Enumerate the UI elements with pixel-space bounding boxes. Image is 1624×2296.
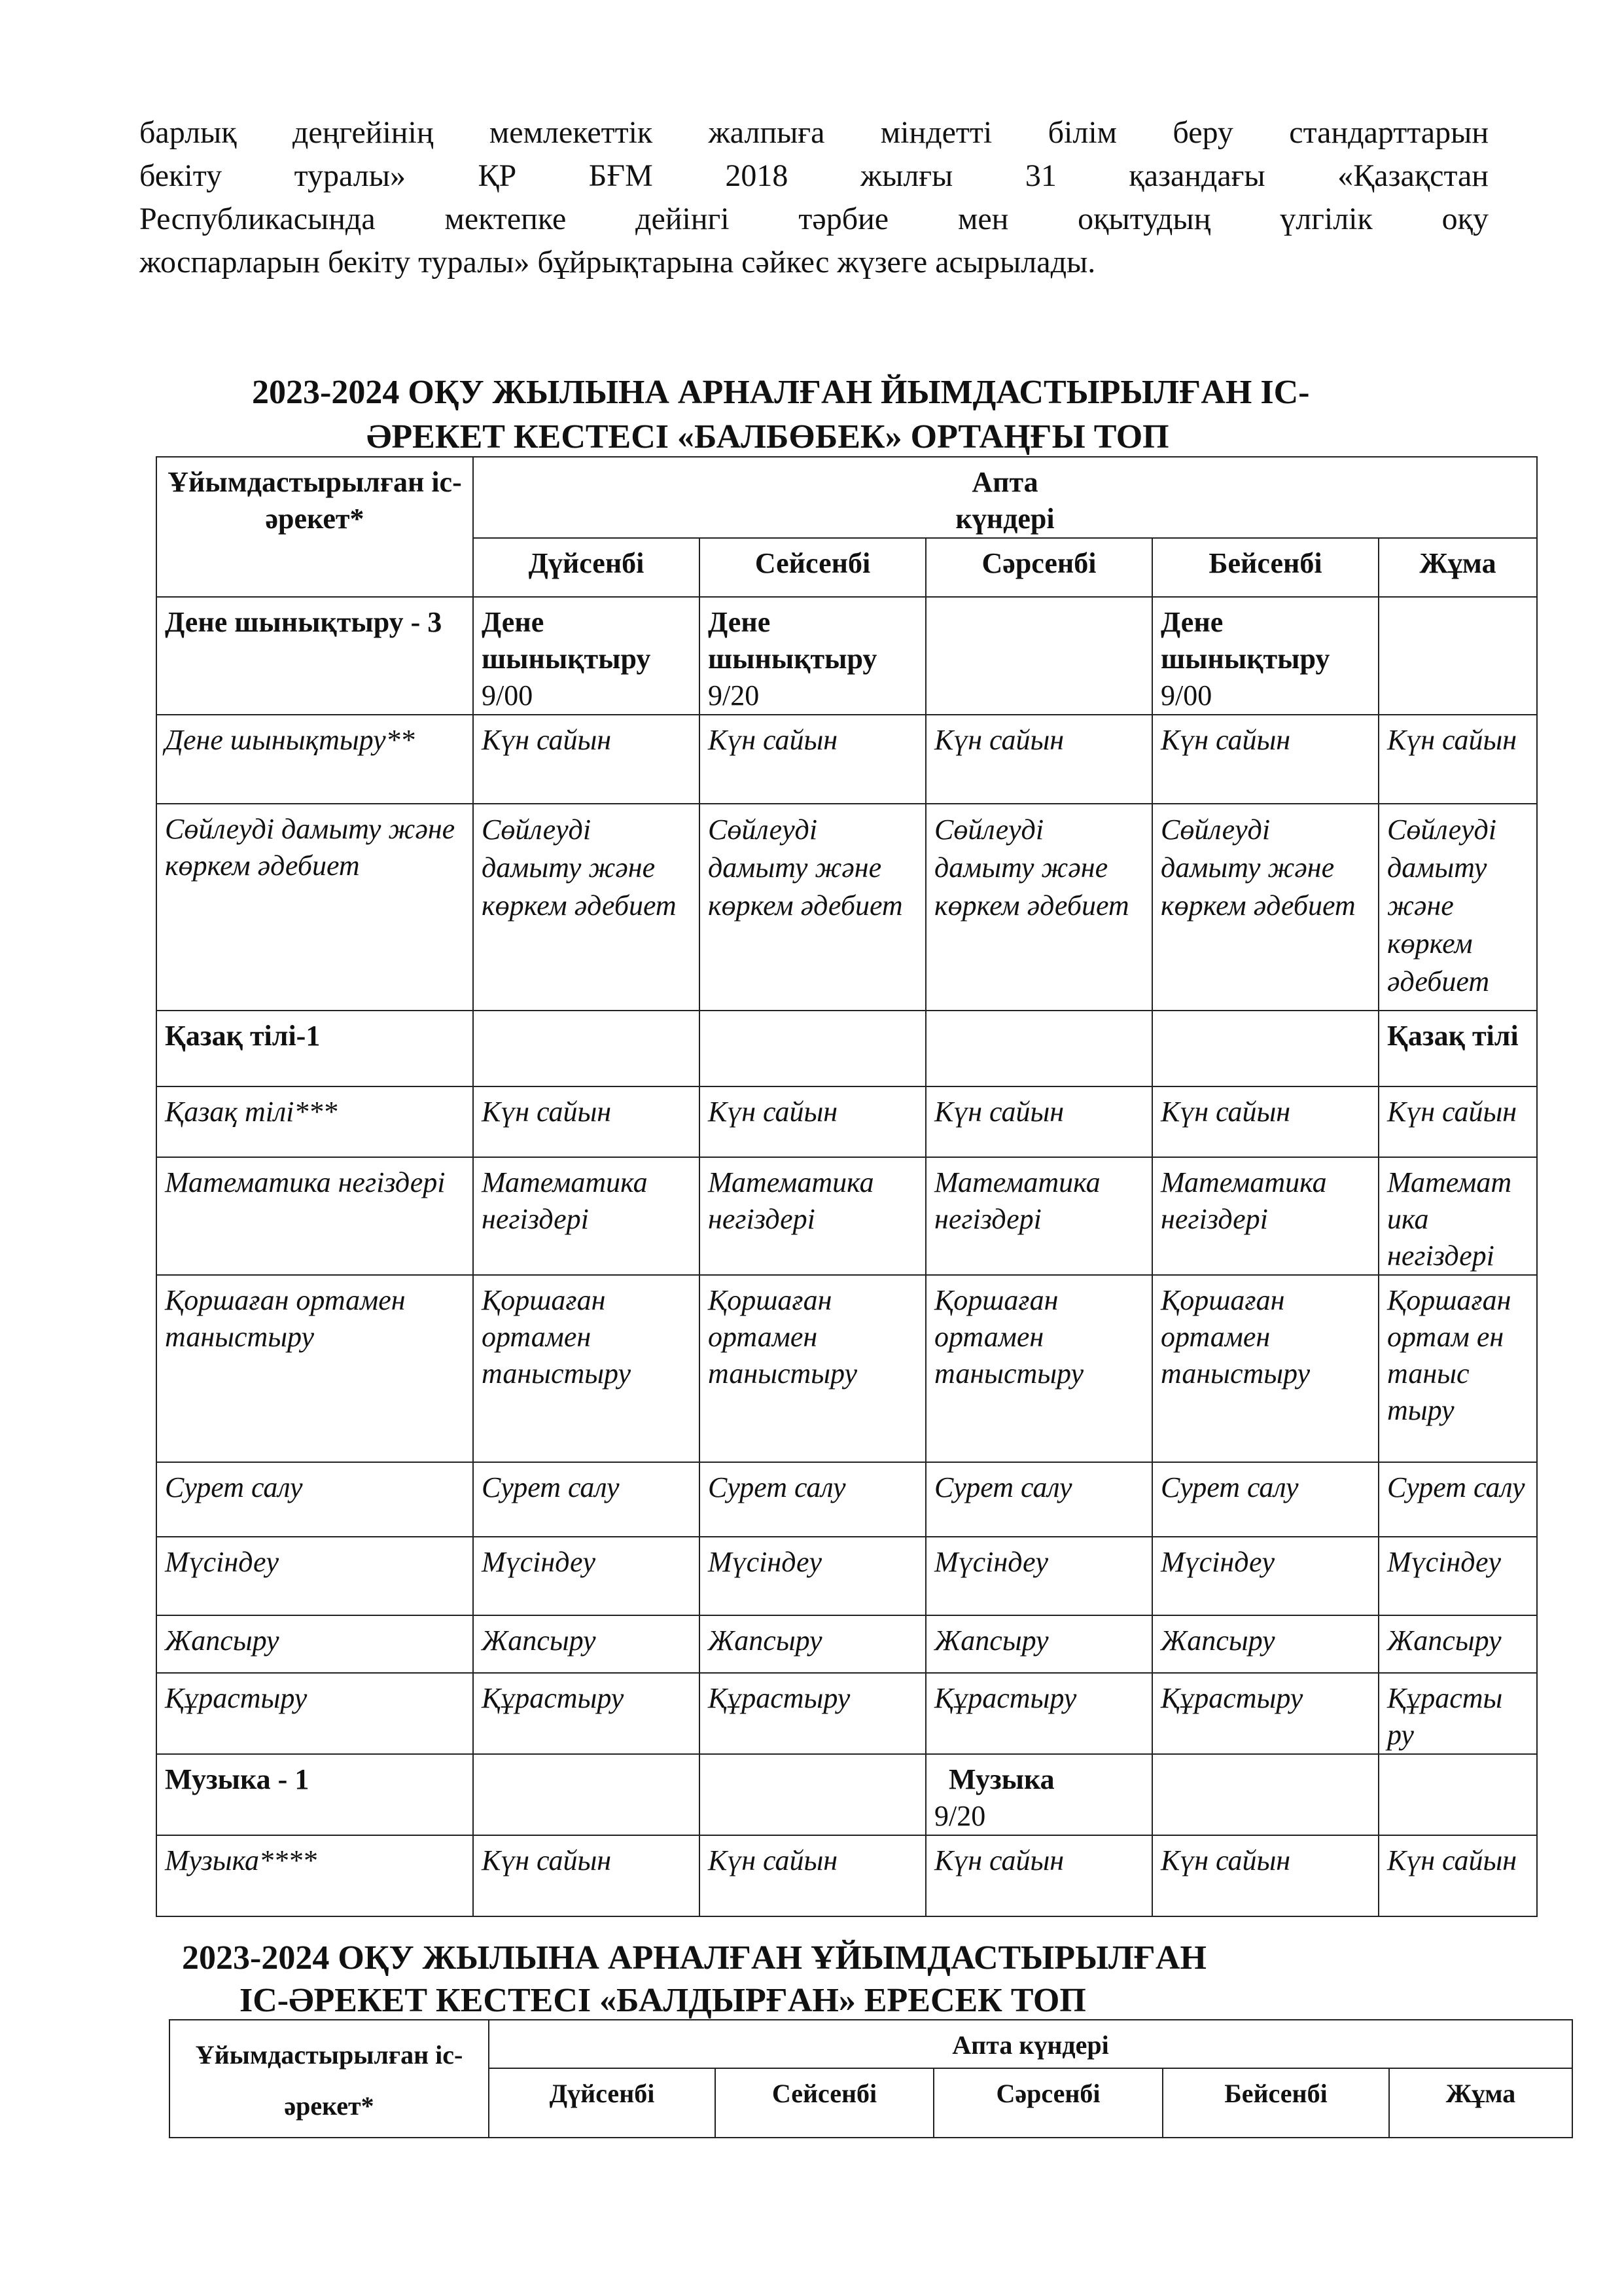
cell: Математика негіздері [1152, 1157, 1379, 1275]
row-label: Қоршаған ортамен таныстыру [156, 1275, 473, 1462]
cell: Күн сайын [1152, 1835, 1379, 1916]
intro-line: барлық деңгейінің мемлекеттік жалпыға міндетті білім беру стандарттарын [139, 115, 1489, 150]
cell [473, 1011, 699, 1086]
cell: Күн сайын [1379, 715, 1537, 804]
row-label: Мүсіндеу [156, 1537, 473, 1615]
cell [699, 1011, 926, 1086]
cell [473, 1754, 699, 1835]
cell: Сөйлеуді дамыту және көркем әдебиет [926, 804, 1152, 1011]
intro-line: бекіту туралы» ҚР БҒМ 2018 жылғы 31 қазандағы «Қазақстан [139, 158, 1489, 193]
cell [926, 597, 1152, 715]
cell [699, 1754, 926, 1835]
cell: Құрастыру [473, 1673, 699, 1754]
cell: Құрастыру [1152, 1673, 1379, 1754]
cell: Дене шынықтыру 9/00 [1152, 597, 1379, 715]
cell: Күн сайын [699, 1835, 926, 1916]
row-label: Дене шынықтыру** [156, 715, 473, 804]
cell: Мүсіндеу [1152, 1537, 1379, 1615]
cell: Жапсыру [1152, 1615, 1379, 1673]
cell [1379, 597, 1537, 715]
cell: Дене шынықтыру 9/00 [473, 597, 699, 715]
cell: Күн сайын [473, 715, 699, 804]
row-label: Математика негіздері [156, 1157, 473, 1275]
cell: Математика негіздері [699, 1157, 926, 1275]
day-thursday: Бейсенбі [1163, 2068, 1389, 2138]
cell [926, 1011, 1152, 1086]
cell: Жапсыру [1379, 1615, 1537, 1673]
cell: Мүсіндеу [1379, 1537, 1537, 1615]
table1-title-line2: ӘРЕКЕТ КЕСТЕСІ «БАЛБӨБЕК» ОРТАҢҒЫ ТОП [366, 418, 1169, 456]
cell: Математика негіздері [473, 1157, 699, 1275]
table-row [156, 1615, 1537, 1673]
cell: Сөйлеуді дамыту және көркем әдебиет [1152, 804, 1379, 1011]
table-row [156, 1275, 1537, 1462]
cell: Құрастыру [699, 1673, 926, 1754]
cell: Жапсыру [926, 1615, 1152, 1673]
cell: Жапсыру [699, 1615, 926, 1673]
header-week-days: Апта күндері [489, 2020, 1572, 2068]
cell [1379, 1754, 1537, 1835]
schedule-table-baldyrgan [169, 2019, 1573, 2138]
day-wednesday: Сәрсенбі [934, 2068, 1163, 2138]
row-label: Құрастыру [156, 1673, 473, 1754]
table-row [156, 804, 1537, 1011]
cell: Сөйлеуді дамыту және көркем әдебиет [699, 804, 926, 1011]
cell: Күн сайын [1379, 1086, 1537, 1157]
table-row [156, 1011, 1537, 1086]
row-label: Сөйлеуді дамыту және көркем әдебиет [156, 804, 473, 1011]
table2-title-line1: 2023-2024 ОҚУ ЖЫЛЫНА АРНАЛҒАН ҰЙЫМДАСТЫРЫЛҒАН [182, 1939, 1207, 1977]
row-label: Жапсыру [156, 1615, 473, 1673]
cell [1152, 1754, 1379, 1835]
intro-line: Республикасында мектепке дейінгі тәрбие мен оқытудың үлгілік оқу [139, 202, 1489, 236]
row-label: Музыка**** [156, 1835, 473, 1916]
cell: Мүсіндеу [699, 1537, 926, 1615]
day-thursday: Бейсенбі [1152, 538, 1379, 597]
day-friday: Жұма [1379, 538, 1537, 597]
cell: Күн сайын [926, 1835, 1152, 1916]
cell: Жапсыру [473, 1615, 699, 1673]
cell: Күн сайын [473, 1835, 699, 1916]
day-monday: Дүйсенбі [489, 2068, 715, 2138]
cell: Сурет салу [926, 1462, 1152, 1537]
cell: Құрасты ру [1379, 1673, 1537, 1754]
day-friday: Жұма [1389, 2068, 1572, 2138]
row-label: Сурет салу [156, 1462, 473, 1537]
intro-line: жоспарларын бекіту туралы» бұйрықтарына сәйкес жүзеге асырылады. [139, 245, 1096, 279]
intro-paragraph [139, 111, 1489, 284]
cell: Күн сайын [1379, 1835, 1537, 1916]
cell: Күн сайын [1152, 1086, 1379, 1157]
table-row [156, 1673, 1537, 1754]
cell: Қоршаған ортамен таныстыру [926, 1275, 1152, 1462]
header-week-days: Апта күндері [473, 457, 1537, 538]
cell [1152, 1011, 1379, 1086]
table2-title-line2: ІС-ӘРЕКЕТ КЕСТЕСІ «БАЛДЫРҒАН» ЕРЕСЕК ТОП [239, 1982, 1086, 2019]
table1-title-line1: 2023-2024 ОҚУ ЖЫЛЫНА АРНАЛҒАН ЙЫМДАСТЫРЫЛҒАН ІС- [252, 374, 1310, 411]
cell: Қоршаған ортам ен таныс тыру [1379, 1275, 1537, 1462]
row-label: Дене шынықтыру - 3 [156, 597, 473, 715]
cell: Күн сайын [473, 1086, 699, 1157]
cell: Күн сайын [699, 1086, 926, 1157]
day-wednesday: Сәрсенбі [926, 538, 1152, 597]
table-row [156, 1835, 1537, 1916]
cell: Сөйлеуді дамыту және көркем әдебиет [473, 804, 699, 1011]
cell: Сурет салу [473, 1462, 699, 1537]
row-label: Қазақ тілі*** [156, 1086, 473, 1157]
cell: Қазақ тілі [1379, 1011, 1537, 1086]
cell: Музыка 9/20 [926, 1754, 1152, 1835]
cell: Математика негіздері [926, 1157, 1152, 1275]
cell: Қоршаған ортамен таныстыру [473, 1275, 699, 1462]
cell: Дене шынықтыру 9/20 [699, 597, 926, 715]
table-row [156, 1086, 1537, 1157]
cell: Қоршаған ортамен таныстыру [699, 1275, 926, 1462]
cell: Сурет салу [1152, 1462, 1379, 1537]
table-row [156, 1462, 1537, 1537]
header-activity: Ұйымдастырылған іс-әрекет* [156, 457, 473, 597]
cell: Күн сайын [1152, 715, 1379, 804]
table-row [156, 1537, 1537, 1615]
cell: Сөйлеуді дамыту және көркем әдебиет [1379, 804, 1537, 1011]
day-tuesday: Сейсенбі [715, 2068, 934, 2138]
day-tuesday: Сейсенбі [699, 538, 926, 597]
table-row [156, 1157, 1537, 1275]
cell: Сурет салу [699, 1462, 926, 1537]
cell: Құрастыру [926, 1673, 1152, 1754]
cell: Күн сайын [699, 715, 926, 804]
table-row [156, 715, 1537, 804]
cell: Қоршаған ортамен таныстыру [1152, 1275, 1379, 1462]
cell: Математ ика негіздері [1379, 1157, 1537, 1275]
cell: Күн сайын [926, 1086, 1152, 1157]
table-row [156, 597, 1537, 715]
table-row [156, 1754, 1537, 1835]
schedule-table-balbobek [156, 456, 1538, 1917]
cell: Мүсіндеу [473, 1537, 699, 1615]
header-activity: Ұйымдастырылған іс-әрекет* [169, 2020, 489, 2138]
row-label: Музыка - 1 [156, 1754, 473, 1835]
cell: Күн сайын [926, 715, 1152, 804]
cell: Сурет салу [1379, 1462, 1537, 1537]
day-monday: Дүйсенбі [473, 538, 699, 597]
row-label: Қазақ тілі-1 [156, 1011, 473, 1086]
cell: Мүсіндеу [926, 1537, 1152, 1615]
